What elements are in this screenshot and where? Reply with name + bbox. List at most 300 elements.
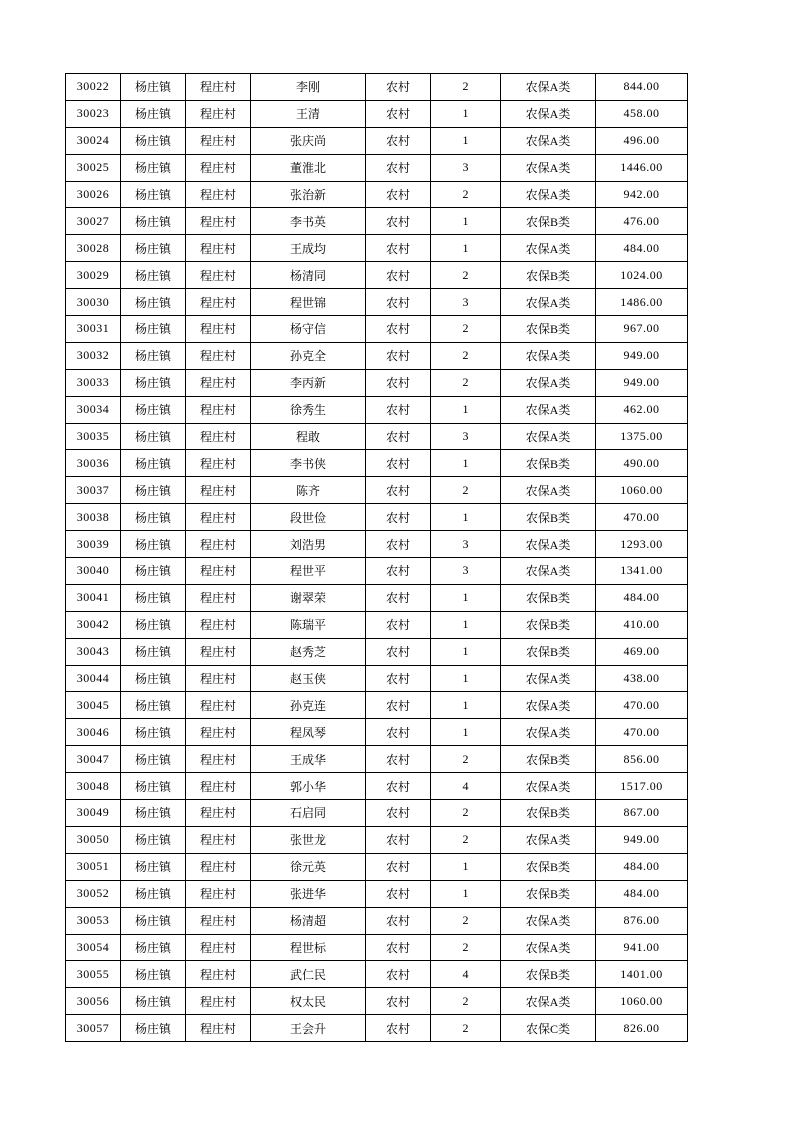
- cell-type: 农村: [366, 531, 431, 558]
- cell-amount: 410.00: [596, 611, 688, 638]
- cell-id: 30031: [66, 316, 121, 343]
- cell-name: 李刚: [251, 74, 366, 101]
- cell-town: 杨庄镇: [121, 746, 186, 773]
- cell-town: 杨庄镇: [121, 100, 186, 127]
- cell-count: 2: [431, 477, 501, 504]
- cell-town: 杨庄镇: [121, 880, 186, 907]
- cell-category: 农保B类: [501, 450, 596, 477]
- cell-count: 3: [431, 558, 501, 585]
- cell-amount: 484.00: [596, 235, 688, 262]
- cell-count: 2: [431, 316, 501, 343]
- cell-id: 30039: [66, 531, 121, 558]
- cell-count: 2: [431, 826, 501, 853]
- cell-type: 农村: [366, 558, 431, 585]
- cell-category: 农保A类: [501, 423, 596, 450]
- cell-type: 农村: [366, 289, 431, 316]
- cell-category: 农保B类: [501, 853, 596, 880]
- cell-category: 农保A类: [501, 531, 596, 558]
- cell-id: 30022: [66, 74, 121, 101]
- cell-name: 杨清超: [251, 907, 366, 934]
- cell-name: 刘浩男: [251, 531, 366, 558]
- cell-category: 农保A类: [501, 988, 596, 1015]
- cell-category: 农保A类: [501, 74, 596, 101]
- cell-count: 1: [431, 880, 501, 907]
- cell-name: 李书英: [251, 208, 366, 235]
- cell-type: 农村: [366, 692, 431, 719]
- table-row: [66, 934, 688, 961]
- cell-type: 农村: [366, 235, 431, 262]
- cell-amount: 484.00: [596, 584, 688, 611]
- cell-village: 程庄村: [186, 611, 251, 638]
- cell-village: 程庄村: [186, 262, 251, 289]
- cell-category: 农保B类: [501, 504, 596, 531]
- cell-name: 张世龙: [251, 826, 366, 853]
- cell-amount: 469.00: [596, 638, 688, 665]
- cell-count: 2: [431, 800, 501, 827]
- cell-type: 农村: [366, 127, 431, 154]
- table-row: [66, 100, 688, 127]
- cell-village: 程庄村: [186, 773, 251, 800]
- cell-village: 程庄村: [186, 961, 251, 988]
- cell-village: 程庄村: [186, 127, 251, 154]
- table-row: [66, 342, 688, 369]
- cell-town: 杨庄镇: [121, 907, 186, 934]
- cell-town: 杨庄镇: [121, 316, 186, 343]
- cell-town: 杨庄镇: [121, 208, 186, 235]
- cell-id: 30029: [66, 262, 121, 289]
- cell-type: 农村: [366, 504, 431, 531]
- cell-id: 30037: [66, 477, 121, 504]
- cell-town: 杨庄镇: [121, 396, 186, 423]
- cell-town: 杨庄镇: [121, 665, 186, 692]
- cell-type: 农村: [366, 988, 431, 1015]
- cell-village: 程庄村: [186, 423, 251, 450]
- cell-count: 2: [431, 934, 501, 961]
- cell-category: 农保B类: [501, 961, 596, 988]
- cell-category: 农保B类: [501, 800, 596, 827]
- cell-amount: 1024.00: [596, 262, 688, 289]
- cell-village: 程庄村: [186, 584, 251, 611]
- cell-count: 1: [431, 235, 501, 262]
- cell-village: 程庄村: [186, 531, 251, 558]
- table-row: [66, 584, 688, 611]
- cell-town: 杨庄镇: [121, 584, 186, 611]
- cell-category: 农保B类: [501, 208, 596, 235]
- cell-id: 30038: [66, 504, 121, 531]
- cell-count: 1: [431, 208, 501, 235]
- cell-town: 杨庄镇: [121, 74, 186, 101]
- cell-amount: 462.00: [596, 396, 688, 423]
- cell-village: 程庄村: [186, 100, 251, 127]
- table-row: [66, 907, 688, 934]
- cell-id: 30049: [66, 800, 121, 827]
- cell-town: 杨庄镇: [121, 342, 186, 369]
- cell-id: 30028: [66, 235, 121, 262]
- cell-type: 农村: [366, 665, 431, 692]
- table-row: [66, 692, 688, 719]
- cell-name: 张进华: [251, 880, 366, 907]
- cell-village: 程庄村: [186, 558, 251, 585]
- cell-town: 杨庄镇: [121, 477, 186, 504]
- cell-count: 1: [431, 127, 501, 154]
- table-row: [66, 450, 688, 477]
- table-row: [66, 773, 688, 800]
- cell-amount: 967.00: [596, 316, 688, 343]
- cell-id: 30041: [66, 584, 121, 611]
- cell-category: 农保A类: [501, 154, 596, 181]
- cell-category: 农保A类: [501, 396, 596, 423]
- table-row: [66, 423, 688, 450]
- cell-id: 30024: [66, 127, 121, 154]
- cell-name: 徐元英: [251, 853, 366, 880]
- cell-town: 杨庄镇: [121, 719, 186, 746]
- cell-type: 农村: [366, 181, 431, 208]
- cell-village: 程庄村: [186, 934, 251, 961]
- cell-type: 农村: [366, 100, 431, 127]
- cell-type: 农村: [366, 773, 431, 800]
- table-row: [66, 369, 688, 396]
- cell-id: 30035: [66, 423, 121, 450]
- cell-id: 30025: [66, 154, 121, 181]
- cell-type: 农村: [366, 477, 431, 504]
- cell-amount: 470.00: [596, 504, 688, 531]
- cell-name: 孙克连: [251, 692, 366, 719]
- cell-type: 农村: [366, 74, 431, 101]
- cell-count: 4: [431, 961, 501, 988]
- cell-town: 杨庄镇: [121, 826, 186, 853]
- cell-id: 30032: [66, 342, 121, 369]
- cell-count: 2: [431, 907, 501, 934]
- table-row: [66, 826, 688, 853]
- cell-town: 杨庄镇: [121, 154, 186, 181]
- cell-village: 程庄村: [186, 665, 251, 692]
- cell-id: 30053: [66, 907, 121, 934]
- cell-name: 王会升: [251, 1015, 366, 1042]
- cell-village: 程庄村: [186, 692, 251, 719]
- cell-name: 杨守信: [251, 316, 366, 343]
- cell-count: 2: [431, 262, 501, 289]
- cell-type: 农村: [366, 826, 431, 853]
- table-row: [66, 477, 688, 504]
- cell-count: 4: [431, 773, 501, 800]
- cell-town: 杨庄镇: [121, 961, 186, 988]
- cell-count: 2: [431, 988, 501, 1015]
- cell-town: 杨庄镇: [121, 692, 186, 719]
- cell-town: 杨庄镇: [121, 638, 186, 665]
- table-body: [66, 74, 688, 1042]
- cell-amount: 470.00: [596, 692, 688, 719]
- cell-type: 农村: [366, 719, 431, 746]
- cell-category: 农保A类: [501, 289, 596, 316]
- cell-village: 程庄村: [186, 342, 251, 369]
- cell-type: 农村: [366, 450, 431, 477]
- cell-count: 3: [431, 423, 501, 450]
- cell-category: 农保B类: [501, 262, 596, 289]
- cell-type: 农村: [366, 423, 431, 450]
- cell-name: 石启同: [251, 800, 366, 827]
- cell-id: 30042: [66, 611, 121, 638]
- cell-amount: 1341.00: [596, 558, 688, 585]
- cell-type: 农村: [366, 907, 431, 934]
- cell-name: 段世俭: [251, 504, 366, 531]
- cell-category: 农保A类: [501, 558, 596, 585]
- cell-category: 农保A类: [501, 665, 596, 692]
- cell-category: 农保A类: [501, 692, 596, 719]
- cell-category: 农保B类: [501, 638, 596, 665]
- cell-id: 30046: [66, 719, 121, 746]
- table-row: [66, 611, 688, 638]
- cell-category: 农保A类: [501, 477, 596, 504]
- cell-amount: 470.00: [596, 719, 688, 746]
- cell-id: 30048: [66, 773, 121, 800]
- cell-type: 农村: [366, 208, 431, 235]
- cell-category: 农保A类: [501, 127, 596, 154]
- cell-village: 程庄村: [186, 369, 251, 396]
- cell-count: 1: [431, 450, 501, 477]
- cell-count: 1: [431, 584, 501, 611]
- cell-town: 杨庄镇: [121, 127, 186, 154]
- cell-count: 1: [431, 719, 501, 746]
- cell-name: 郭小华: [251, 773, 366, 800]
- cell-type: 农村: [366, 154, 431, 181]
- cell-village: 程庄村: [186, 289, 251, 316]
- cell-count: 3: [431, 289, 501, 316]
- cell-name: 李丙新: [251, 369, 366, 396]
- table-row: [66, 853, 688, 880]
- cell-town: 杨庄镇: [121, 531, 186, 558]
- cell-amount: 458.00: [596, 100, 688, 127]
- cell-village: 程庄村: [186, 880, 251, 907]
- cell-name: 程世平: [251, 558, 366, 585]
- table-row: [66, 1015, 688, 1042]
- table-row: [66, 316, 688, 343]
- cell-amount: 484.00: [596, 880, 688, 907]
- table-row: [66, 504, 688, 531]
- cell-type: 农村: [366, 880, 431, 907]
- cell-name: 程敢: [251, 423, 366, 450]
- cell-town: 杨庄镇: [121, 262, 186, 289]
- cell-count: 1: [431, 692, 501, 719]
- cell-amount: 1060.00: [596, 988, 688, 1015]
- table-row: [66, 961, 688, 988]
- table-row: [66, 74, 688, 101]
- cell-village: 程庄村: [186, 800, 251, 827]
- cell-amount: 856.00: [596, 746, 688, 773]
- cell-amount: 942.00: [596, 181, 688, 208]
- cell-name: 武仁民: [251, 961, 366, 988]
- cell-town: 杨庄镇: [121, 853, 186, 880]
- cell-village: 程庄村: [186, 746, 251, 773]
- cell-count: 2: [431, 74, 501, 101]
- cell-amount: 941.00: [596, 934, 688, 961]
- table-row: [66, 181, 688, 208]
- cell-amount: 949.00: [596, 826, 688, 853]
- cell-category: 农保A类: [501, 342, 596, 369]
- cell-amount: 1517.00: [596, 773, 688, 800]
- cell-town: 杨庄镇: [121, 611, 186, 638]
- cell-amount: 949.00: [596, 369, 688, 396]
- cell-amount: 1401.00: [596, 961, 688, 988]
- cell-id: 30040: [66, 558, 121, 585]
- cell-name: 杨清同: [251, 262, 366, 289]
- cell-type: 农村: [366, 584, 431, 611]
- cell-town: 杨庄镇: [121, 423, 186, 450]
- table-row: [66, 154, 688, 181]
- cell-amount: 1293.00: [596, 531, 688, 558]
- cell-name: 王成均: [251, 235, 366, 262]
- cell-name: 陈瑞平: [251, 611, 366, 638]
- cell-id: 30045: [66, 692, 121, 719]
- cell-amount: 476.00: [596, 208, 688, 235]
- cell-name: 权太民: [251, 988, 366, 1015]
- cell-id: 30033: [66, 369, 121, 396]
- table-row: [66, 235, 688, 262]
- cell-category: 农保A类: [501, 773, 596, 800]
- cell-count: 1: [431, 665, 501, 692]
- cell-type: 农村: [366, 316, 431, 343]
- cell-village: 程庄村: [186, 907, 251, 934]
- cell-type: 农村: [366, 638, 431, 665]
- cell-count: 3: [431, 154, 501, 181]
- cell-type: 农村: [366, 800, 431, 827]
- cell-count: 1: [431, 638, 501, 665]
- cell-category: 农保B类: [501, 746, 596, 773]
- table-row: [66, 262, 688, 289]
- cell-count: 1: [431, 396, 501, 423]
- cell-name: 程凤琴: [251, 719, 366, 746]
- cell-count: 2: [431, 342, 501, 369]
- cell-type: 农村: [366, 746, 431, 773]
- cell-town: 杨庄镇: [121, 181, 186, 208]
- cell-name: 程世标: [251, 934, 366, 961]
- table-row: [66, 988, 688, 1015]
- cell-id: 30043: [66, 638, 121, 665]
- cell-name: 张庆尚: [251, 127, 366, 154]
- cell-count: 1: [431, 853, 501, 880]
- cell-town: 杨庄镇: [121, 289, 186, 316]
- table-row: [66, 558, 688, 585]
- cell-category: 农保A类: [501, 719, 596, 746]
- cell-village: 程庄村: [186, 154, 251, 181]
- cell-amount: 1486.00: [596, 289, 688, 316]
- cell-name: 陈齐: [251, 477, 366, 504]
- table-row: [66, 396, 688, 423]
- cell-town: 杨庄镇: [121, 1015, 186, 1042]
- cell-town: 杨庄镇: [121, 934, 186, 961]
- cell-village: 程庄村: [186, 181, 251, 208]
- table-row: [66, 880, 688, 907]
- cell-village: 程庄村: [186, 316, 251, 343]
- cell-id: 30027: [66, 208, 121, 235]
- cell-type: 农村: [366, 396, 431, 423]
- cell-village: 程庄村: [186, 396, 251, 423]
- cell-town: 杨庄镇: [121, 235, 186, 262]
- cell-name: 李书侠: [251, 450, 366, 477]
- cell-count: 1: [431, 611, 501, 638]
- cell-type: 农村: [366, 853, 431, 880]
- cell-amount: 949.00: [596, 342, 688, 369]
- cell-village: 程庄村: [186, 450, 251, 477]
- cell-type: 农村: [366, 1015, 431, 1042]
- cell-town: 杨庄镇: [121, 450, 186, 477]
- cell-id: 30044: [66, 665, 121, 692]
- cell-village: 程庄村: [186, 988, 251, 1015]
- cell-category: 农保B类: [501, 316, 596, 343]
- cell-name: 徐秀生: [251, 396, 366, 423]
- cell-town: 杨庄镇: [121, 369, 186, 396]
- cell-category: 农保A类: [501, 826, 596, 853]
- cell-id: 30057: [66, 1015, 121, 1042]
- cell-type: 农村: [366, 369, 431, 396]
- cell-village: 程庄村: [186, 719, 251, 746]
- cell-id: 30050: [66, 826, 121, 853]
- cell-village: 程庄村: [186, 1015, 251, 1042]
- cell-id: 30052: [66, 880, 121, 907]
- cell-amount: 867.00: [596, 800, 688, 827]
- table-row: [66, 531, 688, 558]
- cell-name: 孙克全: [251, 342, 366, 369]
- cell-category: 农保A类: [501, 181, 596, 208]
- cell-town: 杨庄镇: [121, 988, 186, 1015]
- cell-town: 杨庄镇: [121, 558, 186, 585]
- cell-type: 农村: [366, 342, 431, 369]
- cell-count: 2: [431, 1015, 501, 1042]
- cell-town: 杨庄镇: [121, 504, 186, 531]
- cell-count: 2: [431, 181, 501, 208]
- cell-type: 农村: [366, 262, 431, 289]
- cell-amount: 1375.00: [596, 423, 688, 450]
- table-row: [66, 746, 688, 773]
- cell-village: 程庄村: [186, 826, 251, 853]
- cell-village: 程庄村: [186, 477, 251, 504]
- cell-name: 赵秀芝: [251, 638, 366, 665]
- cell-name: 王成华: [251, 746, 366, 773]
- cell-category: 农保A类: [501, 100, 596, 127]
- cell-amount: 1446.00: [596, 154, 688, 181]
- table-row: [66, 638, 688, 665]
- cell-amount: 844.00: [596, 74, 688, 101]
- cell-amount: 876.00: [596, 907, 688, 934]
- cell-count: 2: [431, 369, 501, 396]
- cell-count: 3: [431, 531, 501, 558]
- cell-name: 程世锦: [251, 289, 366, 316]
- cell-id: 30051: [66, 853, 121, 880]
- table-row: [66, 665, 688, 692]
- cell-amount: 496.00: [596, 127, 688, 154]
- cell-town: 杨庄镇: [121, 800, 186, 827]
- cell-id: 30036: [66, 450, 121, 477]
- cell-name: 张治新: [251, 181, 366, 208]
- cell-village: 程庄村: [186, 74, 251, 101]
- cell-category: 农保B类: [501, 880, 596, 907]
- table-row: [66, 127, 688, 154]
- cell-name: 董淮北: [251, 154, 366, 181]
- cell-name: 赵玉侠: [251, 665, 366, 692]
- cell-amount: 490.00: [596, 450, 688, 477]
- cell-type: 农村: [366, 611, 431, 638]
- cell-village: 程庄村: [186, 853, 251, 880]
- cell-amount: 1060.00: [596, 477, 688, 504]
- cell-amount: 438.00: [596, 665, 688, 692]
- cell-id: 30026: [66, 181, 121, 208]
- cell-village: 程庄村: [186, 235, 251, 262]
- table-row: [66, 800, 688, 827]
- cell-id: 30056: [66, 988, 121, 1015]
- cell-id: 30054: [66, 934, 121, 961]
- cell-town: 杨庄镇: [121, 773, 186, 800]
- cell-id: 30030: [66, 289, 121, 316]
- cell-village: 程庄村: [186, 208, 251, 235]
